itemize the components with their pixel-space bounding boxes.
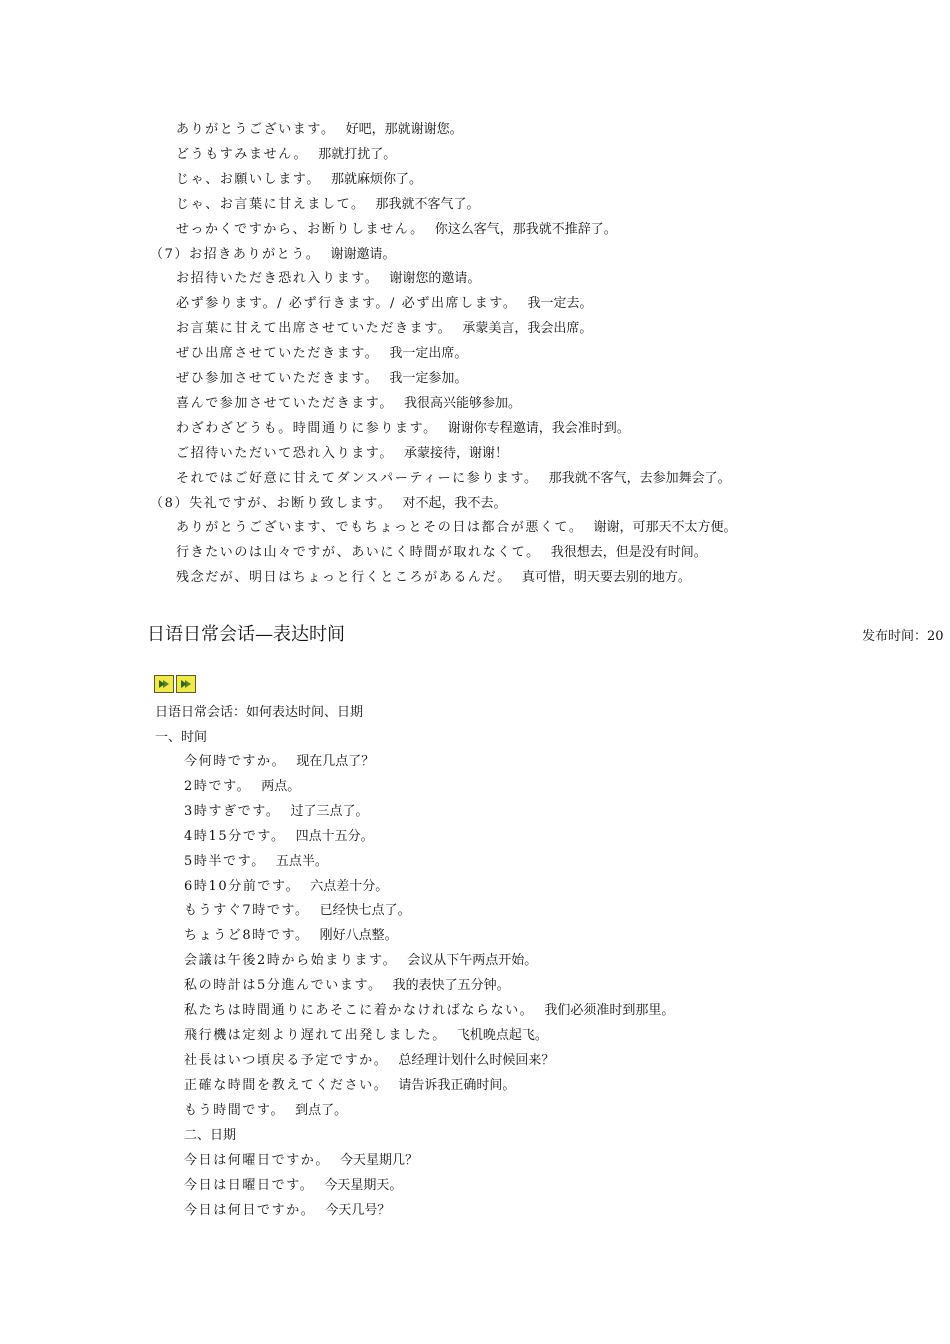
chinese-translation: 今天星期天。 <box>324 1177 403 1193</box>
chinese-translation: 过了三点了。 <box>290 803 369 819</box>
japanese-phrase: 正確な時間を教えてください。 <box>184 1077 389 1093</box>
chinese-translation: 六点差十分。 <box>310 878 389 894</box>
chinese-translation: 现在几点了？ <box>296 754 375 769</box>
japanese-phrase: 6時10分前です。 <box>184 878 301 894</box>
phrase-line <box>184 1077 515 1095</box>
chinese-translation: 那就麻烦你了。 <box>330 171 422 187</box>
publish-time: 发布时间：20 <box>862 629 944 644</box>
japanese-phrase: 私たちは時間通りにあそこに着かなければならない。 <box>184 1003 535 1018</box>
chinese-translation: 四点十五分。 <box>295 828 374 844</box>
chinese-translation: 刚好八点整。 <box>319 928 398 944</box>
phrase-line <box>184 1102 347 1120</box>
chinese-translation: 我很高兴能够参加。 <box>403 395 521 411</box>
nav-arrows <box>154 675 196 693</box>
japanese-phrase: もう時間です。 <box>184 1102 286 1118</box>
chinese-translation: 到点了。 <box>295 1102 348 1118</box>
arrow-icon[interactable] <box>176 675 196 693</box>
japanese-phrase: ぜひ出席させていただきます。 <box>176 346 380 362</box>
chinese-translation: 那我就不客气了。 <box>375 196 480 212</box>
japanese-phrase: 3時すぎです。 <box>184 803 281 819</box>
japanese-phrase: せっかくですから、お断りしません。 <box>176 221 425 237</box>
japanese-phrase: 2時です。 <box>184 778 252 794</box>
japanese-phrase: わざわざどうも。時間通りに参ります。 <box>176 420 438 436</box>
japanese-phrase: 行きたいのは山々ですが、あいにく時間が取れなくて。 <box>176 545 541 561</box>
chinese-translation: 你这么客气，那我就不推辞了。 <box>434 221 617 237</box>
japanese-phrase: 飛行機は定刻より遅れて出発しました。 <box>184 1027 447 1043</box>
phrase-line <box>176 171 422 189</box>
chinese-translation: 请告诉我正确时间。 <box>398 1077 516 1093</box>
chinese-translation: 对不起，我不去。 <box>402 495 507 511</box>
japanese-phrase: もうすぐ7時です。 <box>184 903 310 919</box>
phrase-line <box>184 803 368 821</box>
phrase-line <box>176 221 617 239</box>
phrase-line <box>176 146 396 164</box>
japanese-phrase: 必ず参ります。/ 必ず行きます。/ 必ず出席します。 <box>176 296 518 312</box>
chinese-translation: 谢谢，可那天不太方便。 <box>593 520 737 536</box>
chinese-translation: 我一定去。 <box>527 296 593 312</box>
chinese-translation: 谢谢邀请。 <box>330 246 396 262</box>
chinese-translation: 总经理计划什么时候回来？ <box>398 1052 555 1068</box>
japanese-phrase: ご招待いただいて恐れ入ります。 <box>176 445 394 461</box>
japanese-phrase: （8）失礼ですが、お断り致します。 <box>150 495 393 511</box>
phrase-line <box>184 977 510 995</box>
phrase-line <box>176 544 707 562</box>
japanese-phrase: 私の時計は5分進んでいます。 <box>184 978 383 994</box>
japanese-phrase: それではご好意に甘えてダンスパーティーに参ります。 <box>176 470 539 486</box>
phrase-line <box>176 420 630 438</box>
phrase-line <box>150 246 396 264</box>
japanese-phrase: 今何時ですか。 <box>184 754 287 769</box>
phrase-line <box>176 320 592 338</box>
phrase-line <box>184 952 537 970</box>
japanese-phrase: 今日は日曜日です。 <box>184 1177 315 1193</box>
phrase-line <box>150 495 506 513</box>
japanese-phrase: 4時15分です。 <box>184 828 286 844</box>
chinese-translation: 我一定出席。 <box>389 346 468 362</box>
section-heading-time: 一、时间 <box>155 730 208 745</box>
phrase-line <box>184 778 300 796</box>
chinese-translation: 今天几号？ <box>325 1202 391 1218</box>
phrase-line <box>176 470 731 488</box>
phrase-line <box>184 828 374 846</box>
japanese-phrase: 今日は何曜日ですか。 <box>184 1153 331 1168</box>
japanese-phrase: 残念だが、明日はちょっと行くところがあるんだ。 <box>176 570 512 586</box>
japanese-phrase: ちょうど8時です。 <box>184 928 310 944</box>
japanese-phrase: ありがとうございます、でもちょっとその日は都合が悪くて。 <box>176 520 584 536</box>
phrase-line <box>184 1002 674 1020</box>
phrase-line <box>184 927 398 945</box>
chinese-translation: 我一定参加。 <box>389 371 468 386</box>
japanese-phrase: じゃ、お言葉に甘えまして。 <box>176 196 366 212</box>
phrase-line <box>176 196 480 214</box>
chinese-translation: 两点。 <box>261 778 301 794</box>
japanese-phrase: 社長はいつ頃戻る予定ですか。 <box>184 1052 389 1068</box>
phrase-line <box>184 1177 402 1195</box>
phrase-line <box>176 370 467 388</box>
phrase-line <box>176 270 480 288</box>
chinese-translation: 今天星期几？ <box>340 1153 419 1168</box>
chinese-translation: 那就打扰了。 <box>318 146 397 162</box>
phrase-line <box>184 853 328 871</box>
japanese-phrase: 今日は何日ですか。 <box>184 1202 316 1218</box>
chinese-translation: 那我就不客气，去参加舞会了。 <box>548 470 731 486</box>
section-heading-date: 二、日期 <box>184 1128 237 1143</box>
chinese-translation: 已经快七点了。 <box>319 903 411 919</box>
japanese-phrase: ぜひ参加させていただきます。 <box>176 371 380 386</box>
japanese-phrase: ありがとうございます。 <box>176 122 336 137</box>
chinese-translation: 飞机晚点起飞。 <box>456 1027 548 1043</box>
phrase-line <box>184 1027 548 1045</box>
phrase-line <box>184 902 411 920</box>
article-title: 日语日常会话—表达时间 <box>147 624 345 645</box>
chinese-translation: 承蒙美言，我会出席。 <box>462 321 593 337</box>
chinese-translation: 承蒙接待，谢谢！ <box>403 445 508 461</box>
chinese-translation: 谢谢您的邀请。 <box>389 271 481 287</box>
japanese-phrase: （7）お招きありがとう。 <box>150 246 321 262</box>
phrase-line <box>184 878 388 896</box>
chinese-translation: 会议从下午两点开始。 <box>407 953 538 969</box>
phrase-line <box>176 295 593 313</box>
chinese-translation: 我们必须准时到那里。 <box>544 1003 675 1018</box>
chinese-translation: 真可惜，明天要去别的地方。 <box>521 570 691 586</box>
phrase-line <box>176 569 691 587</box>
japanese-phrase: どうもすみません。 <box>176 146 309 162</box>
phrase-line <box>176 519 737 537</box>
phrase-line <box>176 395 521 413</box>
chinese-translation: 好吧，那就谢谢您。 <box>345 122 463 137</box>
japanese-phrase: 5時半です。 <box>184 853 266 869</box>
arrow-icon[interactable] <box>154 675 174 693</box>
chinese-translation: 我的表快了五分钟。 <box>392 978 510 994</box>
phrase-line <box>184 1202 390 1220</box>
phrase-line <box>176 121 463 139</box>
article-subtitle: 日语日常会话：如何表达时间、日期 <box>155 705 364 720</box>
chinese-translation: 五点半。 <box>275 853 328 869</box>
phrase-line <box>184 1052 554 1070</box>
japanese-phrase: じゃ、お願いします。 <box>176 171 321 187</box>
chinese-translation: 我很想去，但是没有时间。 <box>550 545 707 561</box>
phrase-line <box>176 345 467 363</box>
chinese-translation: 谢谢你专程邀请，我会准时到。 <box>447 420 630 436</box>
japanese-phrase: お言葉に甘えて出席させていただきます。 <box>176 321 453 337</box>
japanese-phrase: 喜んで参加させていただきます。 <box>176 395 394 411</box>
phrase-line <box>176 445 508 463</box>
japanese-phrase: お招待いただき恐れ入ります。 <box>176 271 380 287</box>
japanese-phrase: 会議は午後2時から始まります。 <box>184 953 398 969</box>
phrase-line <box>184 1152 418 1170</box>
phrase-line <box>184 753 374 771</box>
